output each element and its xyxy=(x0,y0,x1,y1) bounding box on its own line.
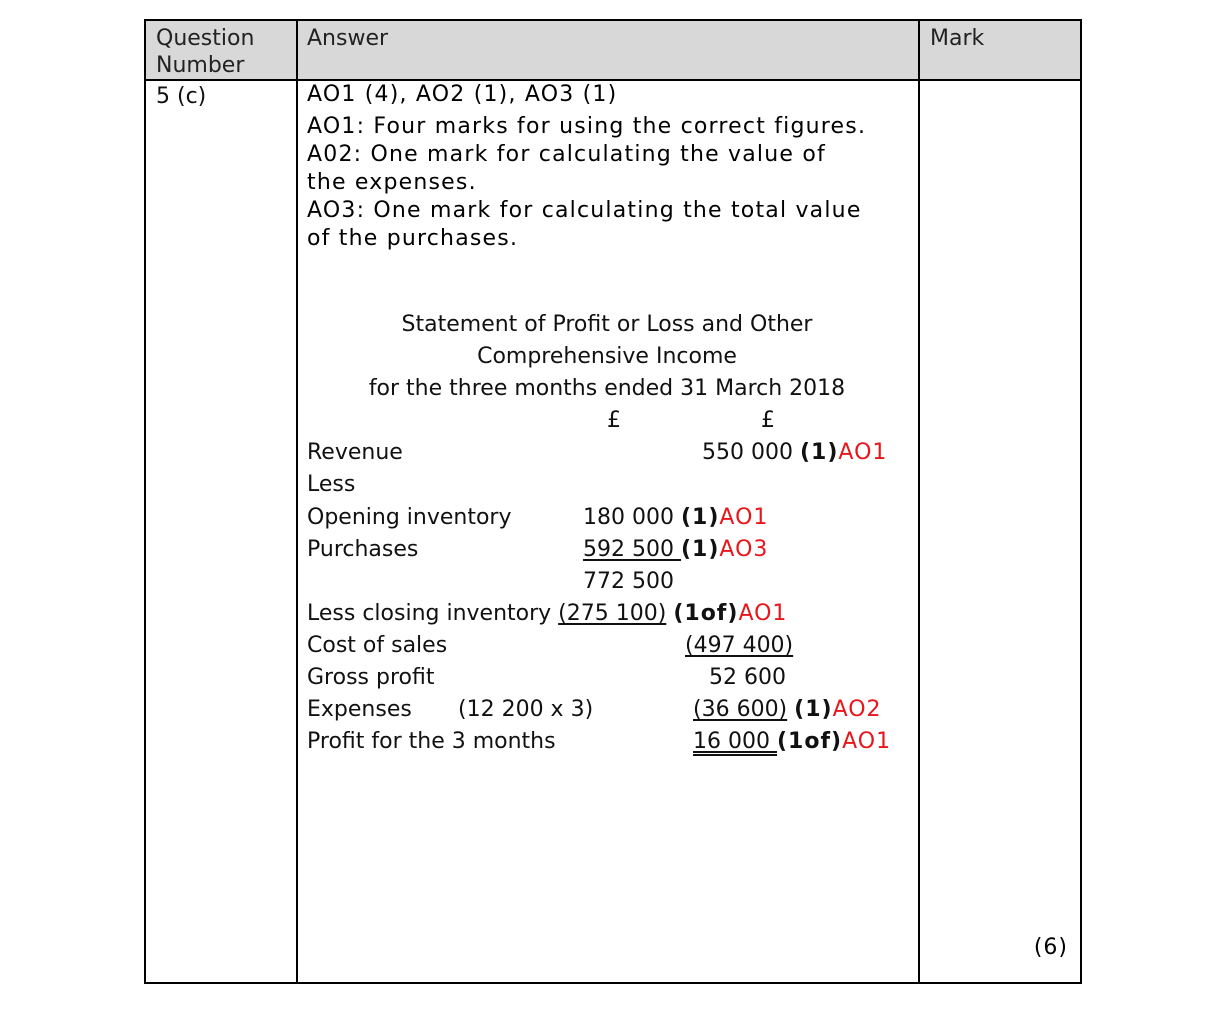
revenue-row xyxy=(307,437,907,469)
profit-label: Profit for the 3 months xyxy=(307,729,556,754)
statement-title-line: Comprehensive Income xyxy=(477,344,737,369)
statement-title-line: for the three months ended 31 March 2018 xyxy=(368,376,846,401)
expenses-value: (36 600) xyxy=(693,697,788,722)
purchases-ao: AO3 xyxy=(719,537,769,562)
opening-inventory-ao: AO1 xyxy=(719,505,769,530)
profit-mark: (1of) xyxy=(776,729,843,754)
revenue-value: 550 000 xyxy=(702,440,793,465)
currency-col1: £ xyxy=(607,408,621,433)
cost-of-sales-value: (497 400) xyxy=(685,633,794,658)
purchases-mark: (1) xyxy=(680,537,720,562)
opening-inventory-label: Opening inventory xyxy=(307,505,512,530)
profit-row xyxy=(307,726,907,758)
revenue-ao: AO1 xyxy=(838,440,888,465)
expenses-mark: (1) xyxy=(794,697,833,722)
closing-inventory-value: (275 100) xyxy=(558,601,667,626)
gross-profit-row xyxy=(307,662,907,694)
header-question-number: Question Number xyxy=(156,26,255,78)
opening-inventory-value: 180 000 xyxy=(583,505,674,530)
closing-inventory-mark: (1of) xyxy=(673,601,739,626)
mark-scheme-table xyxy=(144,19,1082,984)
answer-criteria xyxy=(307,81,907,253)
opening-inventory-row xyxy=(307,502,907,534)
currency-col2: £ xyxy=(761,408,775,433)
revenue-mark: (1) xyxy=(799,440,839,465)
gross-profit-value: 52 600 xyxy=(709,665,786,690)
gross-profit-label: Gross profit xyxy=(307,665,435,690)
cost-of-sales-row xyxy=(307,630,907,662)
less-label: Less xyxy=(307,472,356,497)
profit-ao: AO1 xyxy=(842,729,892,754)
expenses-calc: (12 200 x 3) xyxy=(458,697,594,722)
criterion-ao2: A02: One mark for calculating the value of the expenses. xyxy=(307,142,826,195)
header-answer: Answer xyxy=(307,26,389,51)
closing-inventory-label: Less closing inventory xyxy=(307,601,552,626)
ao-summary: AO1 (4), AO2 (1), AO3 (1) xyxy=(307,82,618,107)
criterion-ao1: AO1: Four marks for using the correct figures. xyxy=(307,114,867,139)
statement-title-line: Statement of Profit or Loss and Other xyxy=(401,312,813,337)
question-number: 5 (c) xyxy=(156,84,207,109)
expenses-ao: AO2 xyxy=(832,697,882,722)
income-statement xyxy=(307,309,907,754)
opening-inventory-mark: (1) xyxy=(680,505,720,530)
closing-inventory-row xyxy=(307,598,907,630)
total-mark: (6) xyxy=(1033,935,1068,960)
purchases-label: Purchases xyxy=(307,537,419,562)
criterion-ao3: AO3: One mark for calculating the total value of the purchases. xyxy=(307,198,862,251)
column-divider xyxy=(296,21,298,982)
revenue-label: Revenue xyxy=(307,440,403,465)
expenses-label: Expenses xyxy=(307,697,412,722)
less-row xyxy=(307,469,355,501)
closing-inventory-ao: AO1 xyxy=(738,601,788,626)
currency-row xyxy=(307,405,907,437)
cost-of-sales-label: Cost of sales xyxy=(307,633,448,658)
column-divider xyxy=(918,21,920,982)
expenses-row xyxy=(307,694,907,726)
subtotal-row xyxy=(307,566,907,598)
subtotal-value: 772 500 xyxy=(583,569,674,594)
table-header xyxy=(146,21,1080,81)
purchases-row xyxy=(307,534,907,566)
purchases-value: 592 500 xyxy=(583,537,674,562)
profit-value: 16 000 xyxy=(693,729,770,754)
header-mark: Mark xyxy=(930,26,985,51)
